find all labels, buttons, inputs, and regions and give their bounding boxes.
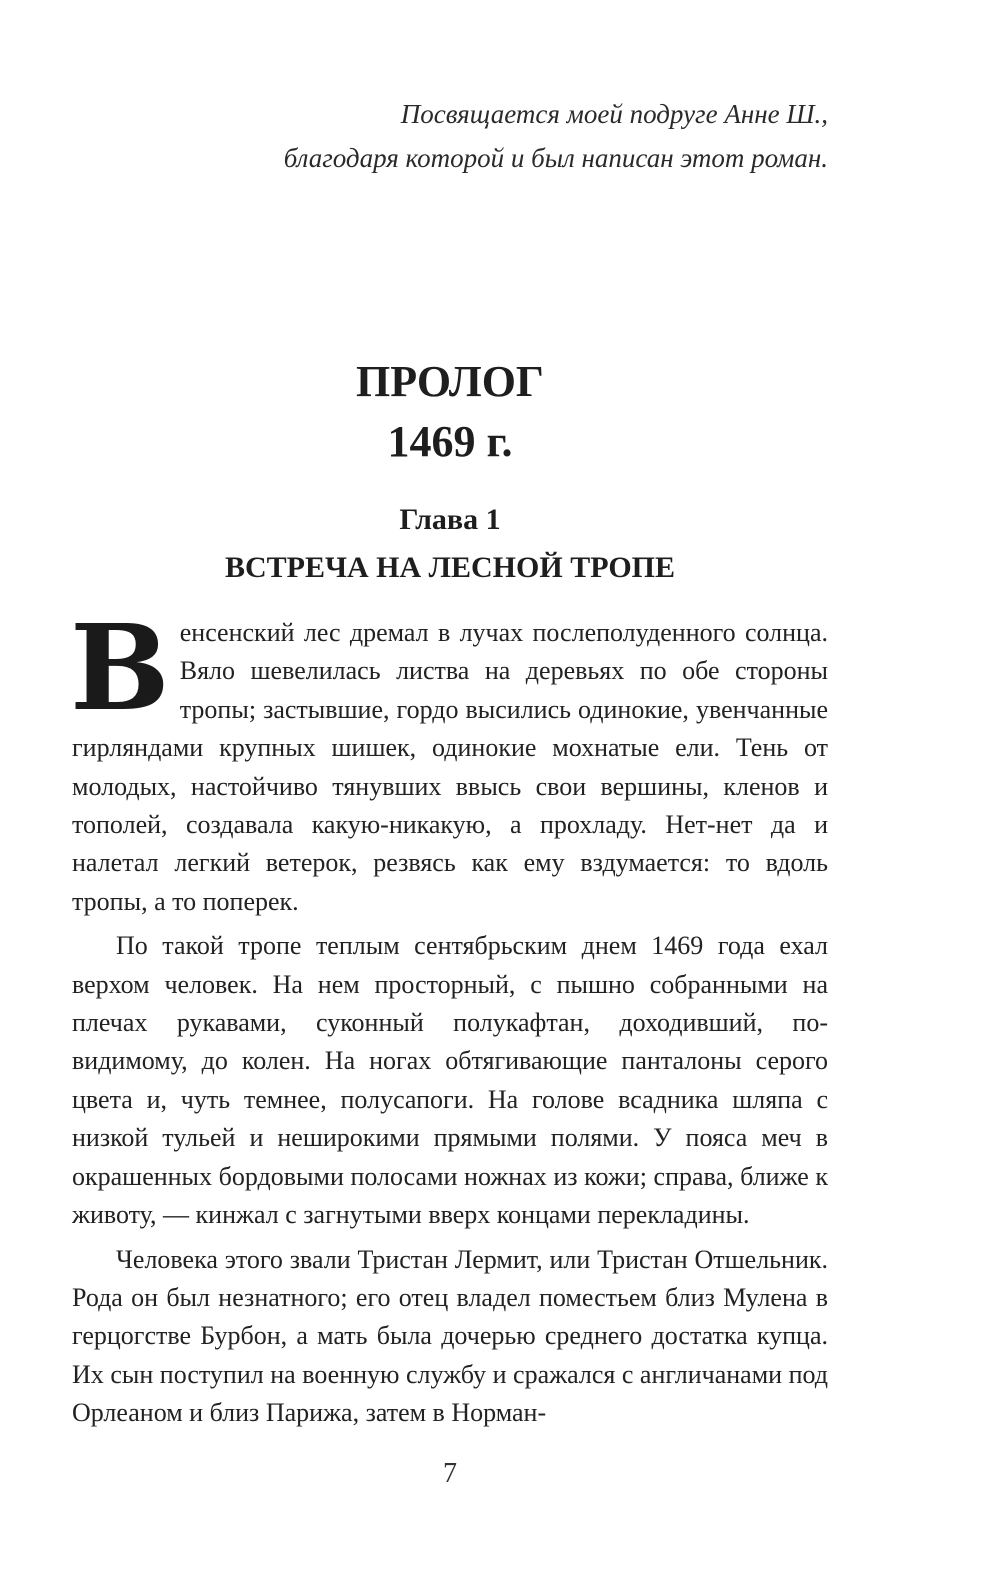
dedication — [284, 92, 828, 180]
prologue-heading — [0, 352, 900, 472]
paragraph-3: Человека этого звали Тристан Лермит, или Тристан Отшельник. Рода он был незнатного; его отец владел поместьем близ Мулена в герцогстве Бурбон, а мать была дочерью среднего достатка купца. Их сын поступил на военную службу и сражался с англичанами под Орлеаном и близ Парижа, затем в Норман- — [72, 1244, 828, 1428]
prologue-title: ПРОЛОГ — [356, 357, 544, 406]
paragraph-2: По такой тропе теплым сентябрьским днем 1469 года ехал верхом человек. На нем просторный, с пышно собранными на плечах рукавами, суконный полукафтан, доходивший, по-видимому, до колен. На ногах обтягивающие панталоны серого цвета и, чуть темнее, полусапоги. На голове всадника шляпа с низкой тульей и неширокими прямыми полями. У пояса меч в окрашенных бордовыми полосами ножнах из кожи; справа, ближе к животу, — кинжал с загнутыми вверх концами перекладины. — [72, 931, 828, 1230]
dedication-line-2: благодаря которой и был написан этот роман. — [283, 143, 828, 173]
paragraph-1 — [70, 598, 828, 921]
page-number: 7 — [443, 1458, 457, 1489]
chapter-number: Глава 1 — [399, 503, 501, 536]
chapter-heading — [0, 496, 900, 592]
dedication-line-1: Посвящается моей подруге Анне Ш., — [400, 99, 828, 129]
drop-cap: В — [70, 598, 170, 737]
chapter-title: ВСТРЕЧА НА ЛЕСНОЙ ТРОПЕ — [224, 551, 676, 584]
paragraph-1-text: енсенский лес дремал в лучах послеполуденного солнца. Вяло шевелилась листва на деревьях по обе стороны тропы; застывшие, гордо высились одинокие, увенчанные гирляндами крупных шишек, одинокие мохнатые ели. Тень от молодых, настойчиво тянувших ввысь свои вершины, кленов и тополей, создавала какую-никакую, а прохладу. Нет-нет да и налетал легкий ветерок, резвясь как ему вздумается: то вдоль тропы, а то поперек. — [72, 618, 828, 916]
chapter-body — [70, 598, 828, 1433]
prologue-year: 1469 г. — [387, 417, 513, 466]
